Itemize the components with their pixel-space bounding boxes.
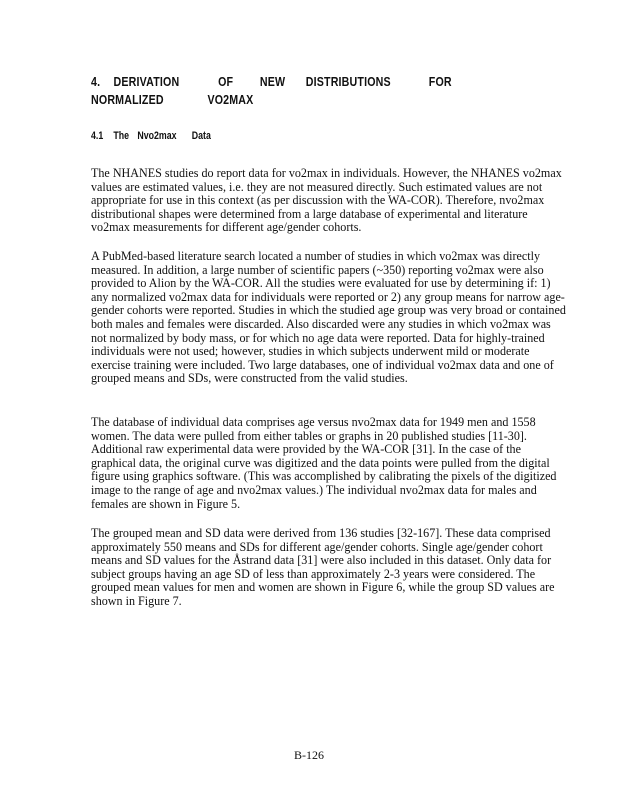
- section-number: 4.: [91, 74, 101, 89]
- paragraph-text: The NHANES studies do report data for vo2max in individuals. However, the NHANES vo2max values are estimated values, i.e. they are not measured directly. Such estimated values are not appropriate for use in this context (as per discussion with the WA-COR). Therefore, nvo2max distributional shapes were determined from a large database of experimental and literature vo2max measurements for different age/gender cohorts.: [91, 166, 562, 235]
- heading-word: NORMALIZED: [91, 92, 164, 107]
- heading-word: DISTRIBUTIONS: [305, 74, 391, 89]
- paragraph-text: The database of individual data comprises age versus nvo2max data for 1949 men and 1558 women. The data were pulled from either tables or graphs in 20 published studies [11-30]. Additional raw experimental data were provided by the WA-COR [31]. In the case of the graphical data, the original curve was digitized and the data points were pulled from the digital figure using graphics software. (This was accomplished by calibrating the pixels of the digitized image to the range of age and nvo2max values.) The individual nvo2max data for males and females are shown in Figure 5.: [91, 415, 557, 511]
- paragraph-text: The grouped mean and SD data were derived from 136 studies [32-167]. These data comprised approximately 550 means and SDs for different age/gender cohorts. Single age/gender cohort means and SD values for the Åstrand data [31] were also included in this dataset. Only data for subject groups having an age SD of less than approximately 2-3 years were considered. The grouped mean values for men and women are shown in Figure 6, while the group SD values are shown in Figure 7.: [91, 526, 555, 608]
- subsection-word: The: [113, 130, 130, 142]
- paragraph-2: [91, 250, 566, 386]
- heading-word: DERIVATION: [113, 74, 180, 89]
- section-heading: [91, 73, 452, 109]
- subsection-heading: [91, 130, 211, 142]
- heading-word: NEW: [259, 74, 286, 89]
- section-heading-line-2: [91, 91, 452, 109]
- page-number: B-126: [294, 748, 324, 762]
- heading-word: OF: [218, 74, 234, 89]
- subsection-number: 4.1: [91, 130, 104, 142]
- section-heading-line-1: [91, 73, 452, 91]
- heading-word: VO2MAX: [207, 92, 254, 107]
- paragraph-1: [91, 167, 566, 235]
- subsection-word: Nvo2max: [137, 130, 177, 142]
- heading-word: FOR: [428, 74, 452, 89]
- paragraph-4: [91, 527, 566, 609]
- subsection-word: Data: [191, 130, 211, 142]
- paragraph-3: [91, 416, 566, 511]
- paragraph-text: A PubMed-based literature search located a number of studies in which vo2max was directly measured. In addition, a large number of scientific papers (~350) reporting vo2max were also provided to Alion by the WA-COR. All the studies were evaluated for use by determining if: 1) any normalized vo2max data for individuals were reported or 2) any group means for narrow age-gender cohorts were reported. Studies in which the studied age group was very broad or contained both males and females were discarded. Also discarded were any studies in which vo2max was not normalized by body mass, or for which no age data were reported. Data for highly-trained individuals were not used; however, studies in which subjects underwent mild or moderate exercise training were included. Two large databases, one of individual vo2max data and one of grouped means and SDs, were constructed from the valid studies.: [91, 249, 566, 386]
